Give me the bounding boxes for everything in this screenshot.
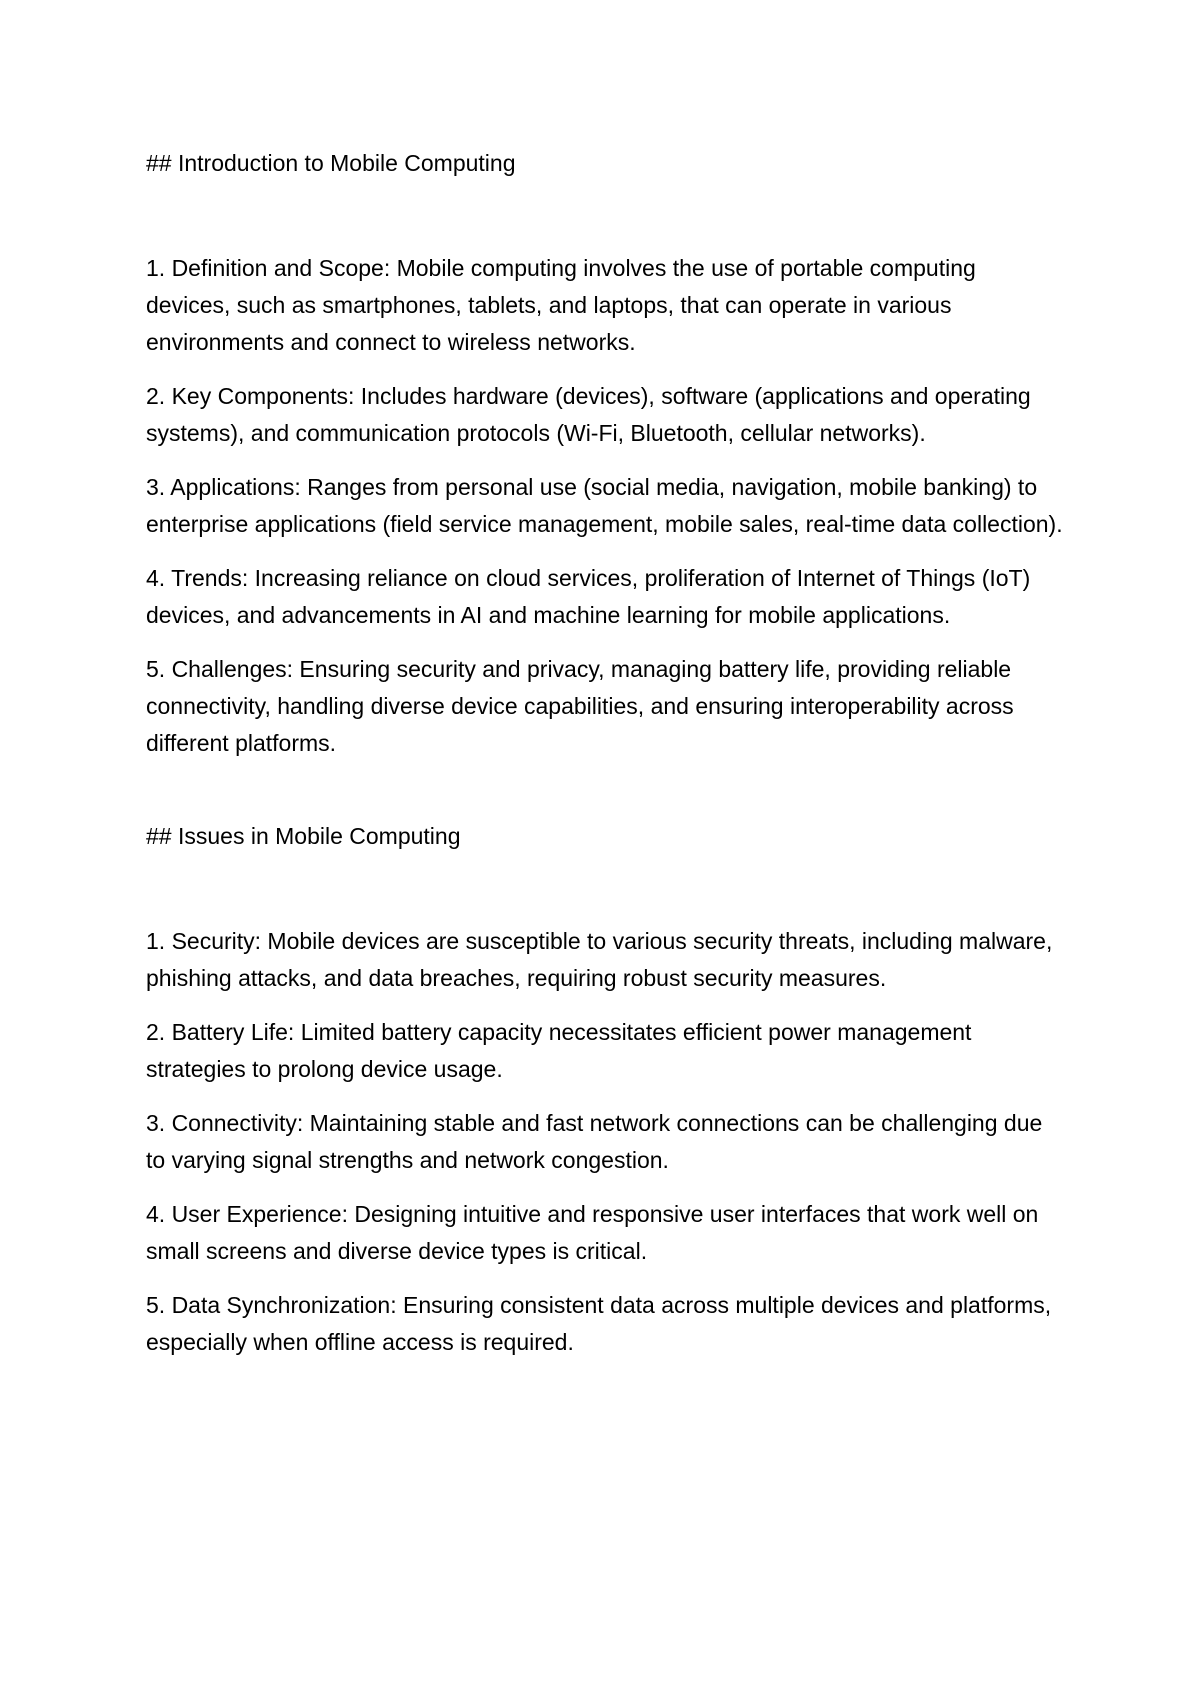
section-heading: ## Issues in Mobile Computing [146, 823, 461, 849]
list-item: 1. Security: Mobile devices are susceptible to various security threats, including malware, phishing attacks, and data breaches, requiring robust security measures. [146, 928, 1053, 991]
numbered-list [146, 250, 1066, 762]
list-item: 5. Data Synchronization: Ensuring consistent data across multiple devices and platforms, especially when offline access is required. [146, 1292, 1052, 1355]
numbered-list [146, 923, 1066, 1361]
list-item: 1. Definition and Scope: Mobile computing involves the use of portable computing devices, such as smartphones, tablets, and laptops, that can operate in various environments and connect to wireless networks. [146, 255, 976, 355]
list-item: 2. Battery Life: Limited battery capacity necessitates efficient power management strategies to prolong device usage. [146, 1019, 972, 1082]
list-item: 3. Connectivity: Maintaining stable and fast network connections can be challenging due to varying signal strengths and network congestion. [146, 1110, 1043, 1173]
list-item: 4. Trends: Increasing reliance on cloud services, proliferation of Internet of Things (IoT) devices, and advancements in AI and machine learning for mobile applications. [146, 565, 1031, 628]
document-body [146, 145, 1066, 1378]
list-item: 5. Challenges: Ensuring security and privacy, managing battery life, providing reliable connectivity, handling diverse device capabilities, and ensuring interoperability across different platforms. [146, 656, 1014, 756]
list-item: 3. Applications: Ranges from personal use (social media, navigation, mobile banking) to enterprise applications (field service management, mobile sales, real-time data collection). [146, 474, 1063, 537]
section-introduction [146, 145, 1066, 762]
list-item: 2. Key Components: Includes hardware (devices), software (applications and operating systems), and communication protocols (Wi-Fi, Bluetooth, cellular networks). [146, 383, 1031, 446]
section-heading: ## Introduction to Mobile Computing [146, 150, 516, 176]
list-item: 4. User Experience: Designing intuitive and responsive user interfaces that work well on small screens and diverse device types is critical. [146, 1201, 1039, 1264]
section-issues [146, 818, 1066, 1361]
